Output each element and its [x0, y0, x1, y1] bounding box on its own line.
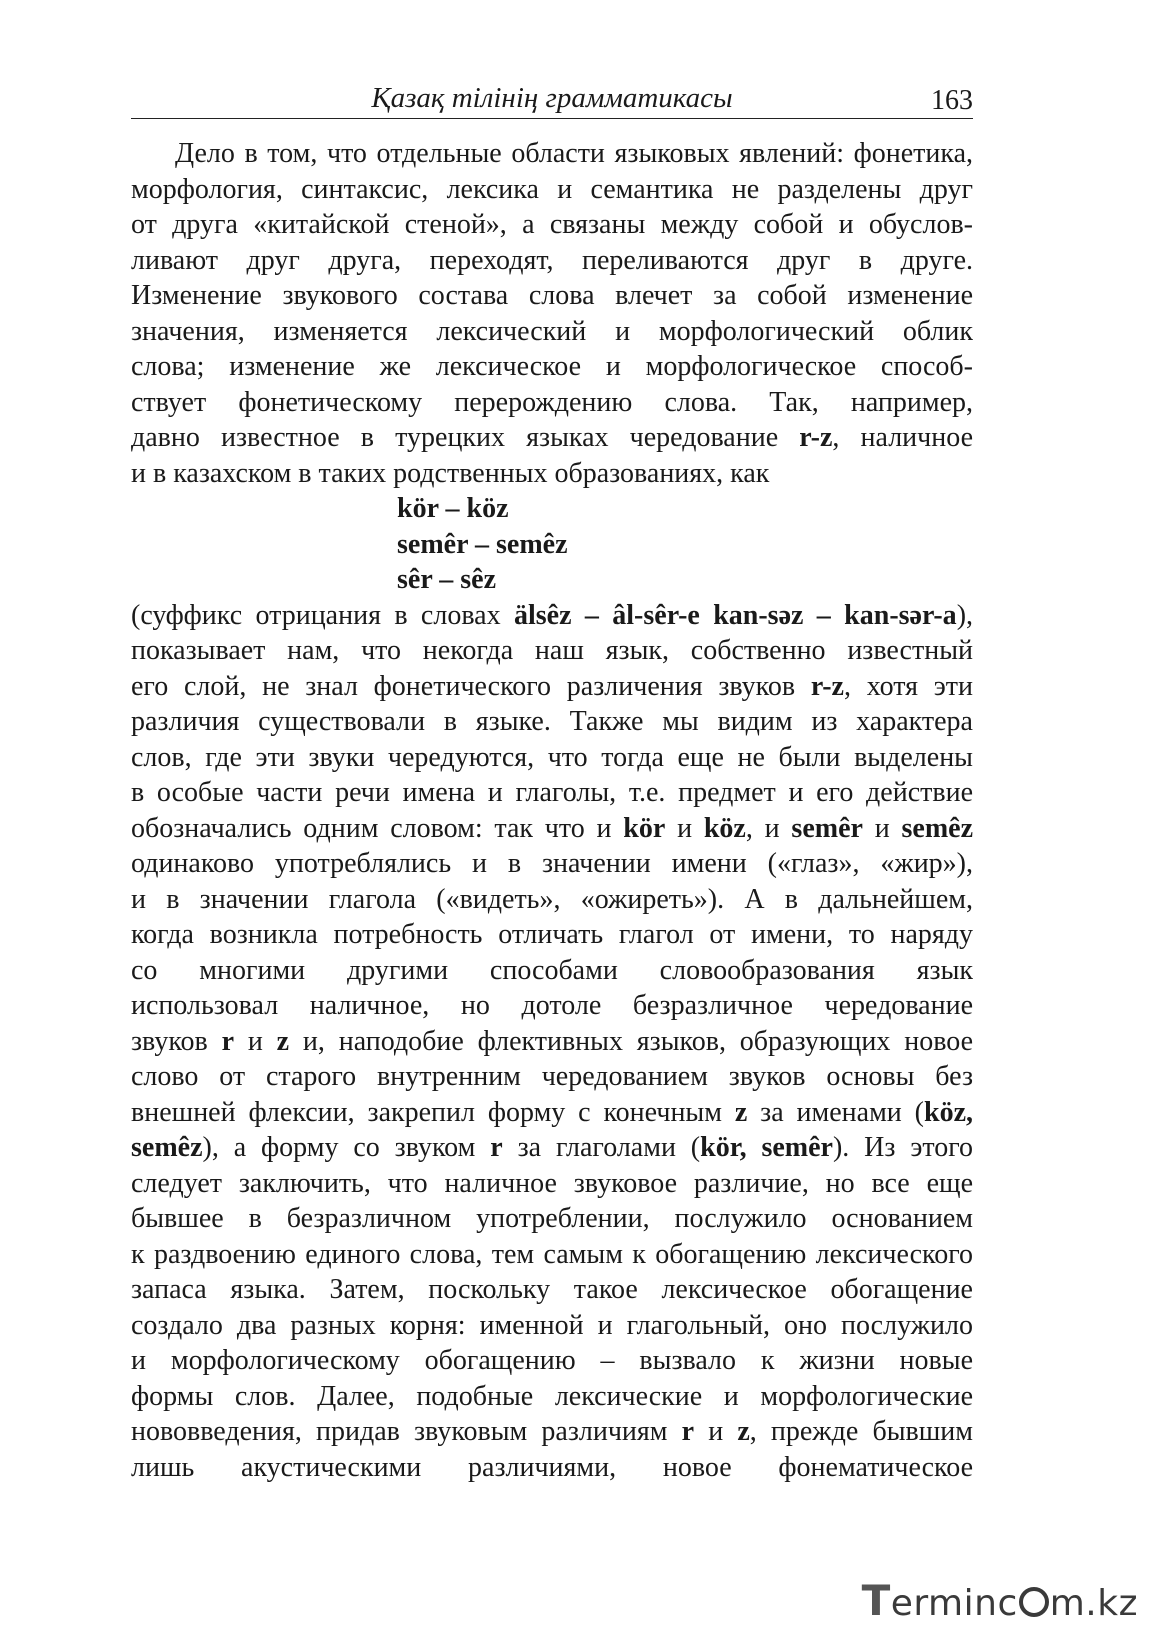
body-text: [131, 136, 973, 1485]
text-line: слов, где эти звуки чередуются, что тогда еще не были выделены: [131, 741, 973, 773]
text-line: слова; изменение же лексическое и морфологическое способ-: [131, 351, 973, 382]
example-line: sêr – sêz: [397, 564, 496, 595]
text-line: одинаково употреблялись и в значении имени («глаз», «жир»),: [131, 848, 973, 879]
header-title: Қазақ тілінің грамматикасы: [371, 82, 733, 114]
text-line: показывает нам, что некогда наш язык, собственно известный: [131, 635, 973, 666]
text-line: semêz), а форму со звуком r за глаголами (kör, semêr). Из этого: [131, 1132, 973, 1163]
text-line: слово от старого внутренним чередованием звуков основы без: [131, 1061, 973, 1092]
example-line: kör – köz: [397, 493, 509, 524]
site-watermark-logo: [862, 1576, 1138, 1625]
text-line: создало два разных корня: именной и глагольный, оно послужило: [131, 1309, 973, 1341]
text-line: обозначались одним словом: так что и kör и köz, и semêr и semêz: [131, 812, 973, 844]
watermark-t-glyph: T: [861, 1576, 891, 1625]
text-line: от друга «китайской стеной», а связаны между собой и обуслов-: [131, 209, 973, 240]
text-line: к раздвоению единого слова, тем самым к обогащению лексического: [131, 1238, 973, 1270]
text-line: и морфологическому обогащению – вызвало к жизни новые: [131, 1345, 973, 1376]
text-line: со многими другими способами словообразования язык: [131, 954, 973, 986]
text-line: давно известное в турецких языках чередование r-z, наличное: [131, 422, 973, 453]
text-line: следует заключить, что наличное звуковое различие, но все еще: [131, 1167, 973, 1199]
text-line: различия существовали в языке. Также мы видим из характера: [131, 706, 973, 737]
text-line: Изменение звукового состава слова влечет за собой изменение: [131, 280, 973, 311]
text-line: в особые части речи имена и глаголы, т.е. предмет и его действие: [131, 777, 973, 808]
watermark-o-icon: [1019, 1587, 1049, 1617]
text-line: и в казахском в таких родственных образованиях, как: [131, 457, 770, 489]
page-number: 163: [931, 85, 973, 116]
watermark-text: erminc: [890, 1583, 1018, 1624]
text-line: его слой, не знал фонетического различения звуков r-z, хотя эти: [131, 670, 973, 702]
text-line: ливают друг друга, переходят, переливаются друг в друге.: [131, 244, 973, 276]
text-line: морфология, синтаксис, лексика и семантика не разделены друг: [131, 173, 973, 205]
text-line: (суффикс отрицания в словах älsêz – âl-sêr-e kan-səz – kan-sər-a),: [131, 599, 973, 631]
text-line: Дело в том, что отдельные области языковых явлений: фонетика,: [175, 138, 973, 169]
text-line: внешней флексии, закрепил форму с конечным z за именами (köz,: [131, 1096, 973, 1128]
running-header: [131, 80, 973, 119]
text-line: использовал наличное, но дотоле безразличное чередование: [131, 990, 973, 1021]
text-line: нововведения, придав звуковым различиям r и z, прежде бывшим: [131, 1416, 973, 1447]
text-line: запаса языка. Затем, поскольку такое лексическое обогащение: [131, 1274, 973, 1305]
text-line: формы слов. Далее, подобные лексические и морфологические: [131, 1380, 973, 1412]
text-line: звуков r и z и, наподобие флективных языков, образующих новое: [131, 1025, 973, 1057]
text-line: ствует фонетическому перерождению слова. Так, например,: [131, 386, 973, 418]
watermark-domain: m.kz: [1049, 1583, 1138, 1624]
text-line: лишь акустическими различиями, новое фонематическое: [131, 1451, 973, 1483]
text-line: значения, изменяется лексический и морфологический облик: [131, 315, 973, 347]
text-line: бывшее в безразличном употреблении, послужило основанием: [131, 1203, 973, 1234]
text-line: когда возникла потребность отличать глагол от имени, то наряду: [131, 919, 973, 950]
example-line: semêr – semêz: [397, 528, 568, 560]
text-line: и в значении глагола («видеть», «ожиреть»). А в дальнейшем,: [131, 883, 973, 915]
